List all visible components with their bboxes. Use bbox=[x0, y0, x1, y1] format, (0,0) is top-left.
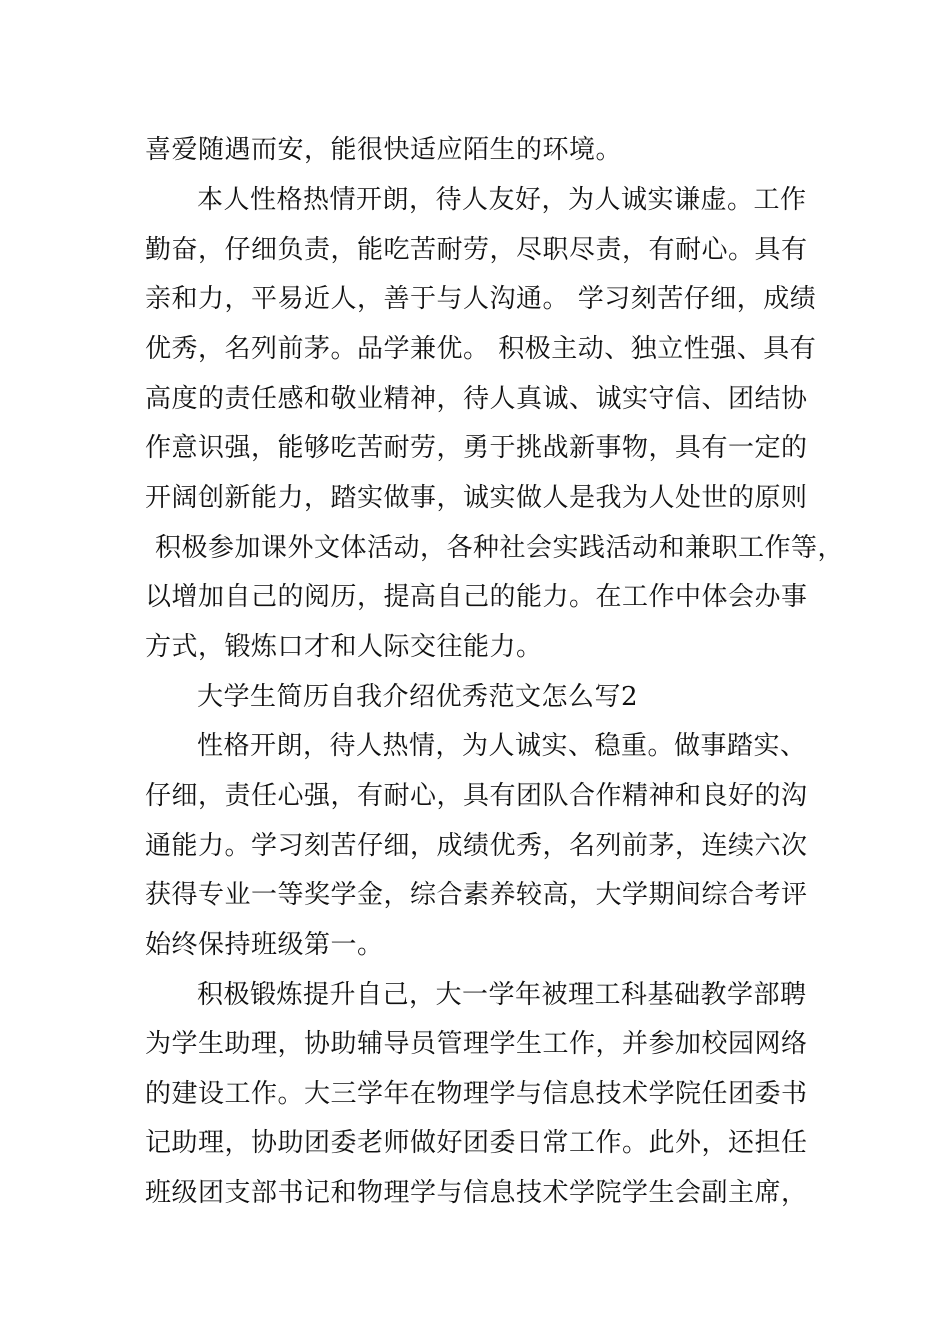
text-line: 喜爱随遇而安，能很快适应陌生的环境。 bbox=[145, 135, 623, 165]
text-line: 以增加自己的阅历，提高自己的能力。在工作中体会办事 bbox=[145, 582, 808, 612]
text-line: 始终保持班级第一。 bbox=[145, 930, 384, 960]
text-line: 开阔创新能力，踏实做事，诚实做人是我为人处世的原则 bbox=[145, 483, 808, 513]
text-line: 班级团支部书记和物理学与信息技术学院学生会副主席， bbox=[145, 1178, 808, 1208]
text-line: 亲和力，平易近人，善于与人沟通。 学习刻苦仔细，成绩 bbox=[145, 284, 817, 314]
section-heading: 大学生简历自我介绍优秀范文怎么写2 bbox=[197, 682, 639, 712]
text-line: 积极锻炼提升自己，大一学年被理工科基础教学部聘 bbox=[197, 980, 807, 1010]
text-line: 获得专业一等奖学金，综合素养较高，大学期间综合考评 bbox=[145, 880, 808, 910]
text-line: 高度的责任感和敬业精神，待人真诚、诚实守信、团结协 bbox=[145, 384, 808, 414]
text-line: 勤奋，仔细负责，能吃苦耐劳，尽职尽责，有耐心。具有 bbox=[145, 235, 808, 265]
text-line: 积极参加课外文体活动，各种社会实践活动和兼职工作等， bbox=[155, 533, 845, 563]
text-line: 的建设工作。大三学年在物理学与信息技术学院任团委书 bbox=[145, 1079, 808, 1109]
text-line: 方式，锻炼口才和人际交往能力。 bbox=[145, 632, 543, 662]
text-line: 通能力。学习刻苦仔细，成绩优秀，名列前茅，连续六次 bbox=[145, 831, 808, 861]
text-line: 为学生助理，协助辅导员管理学生工作，并参加校园网络 bbox=[145, 1029, 808, 1059]
text-line: 性格开朗，待人热情，为人诚实、稳重。做事踏实、 bbox=[197, 731, 807, 761]
text-line: 作意识强，能够吃苦耐劳，勇于挑战新事物，具有一定的 bbox=[145, 433, 808, 463]
text-line: 本人性格热情开朗，待人友好，为人诚实谦虚。工作 bbox=[197, 185, 807, 215]
text-line: 仔细，责任心强，有耐心，具有团队合作精神和良好的沟 bbox=[145, 781, 808, 811]
text-line: 记助理，协助团委老师做好团委日常工作。此外，还担任 bbox=[145, 1128, 808, 1158]
text-line: 优秀，名列前茅。品学兼优。 积极主动、独立性强、具有 bbox=[145, 334, 817, 364]
